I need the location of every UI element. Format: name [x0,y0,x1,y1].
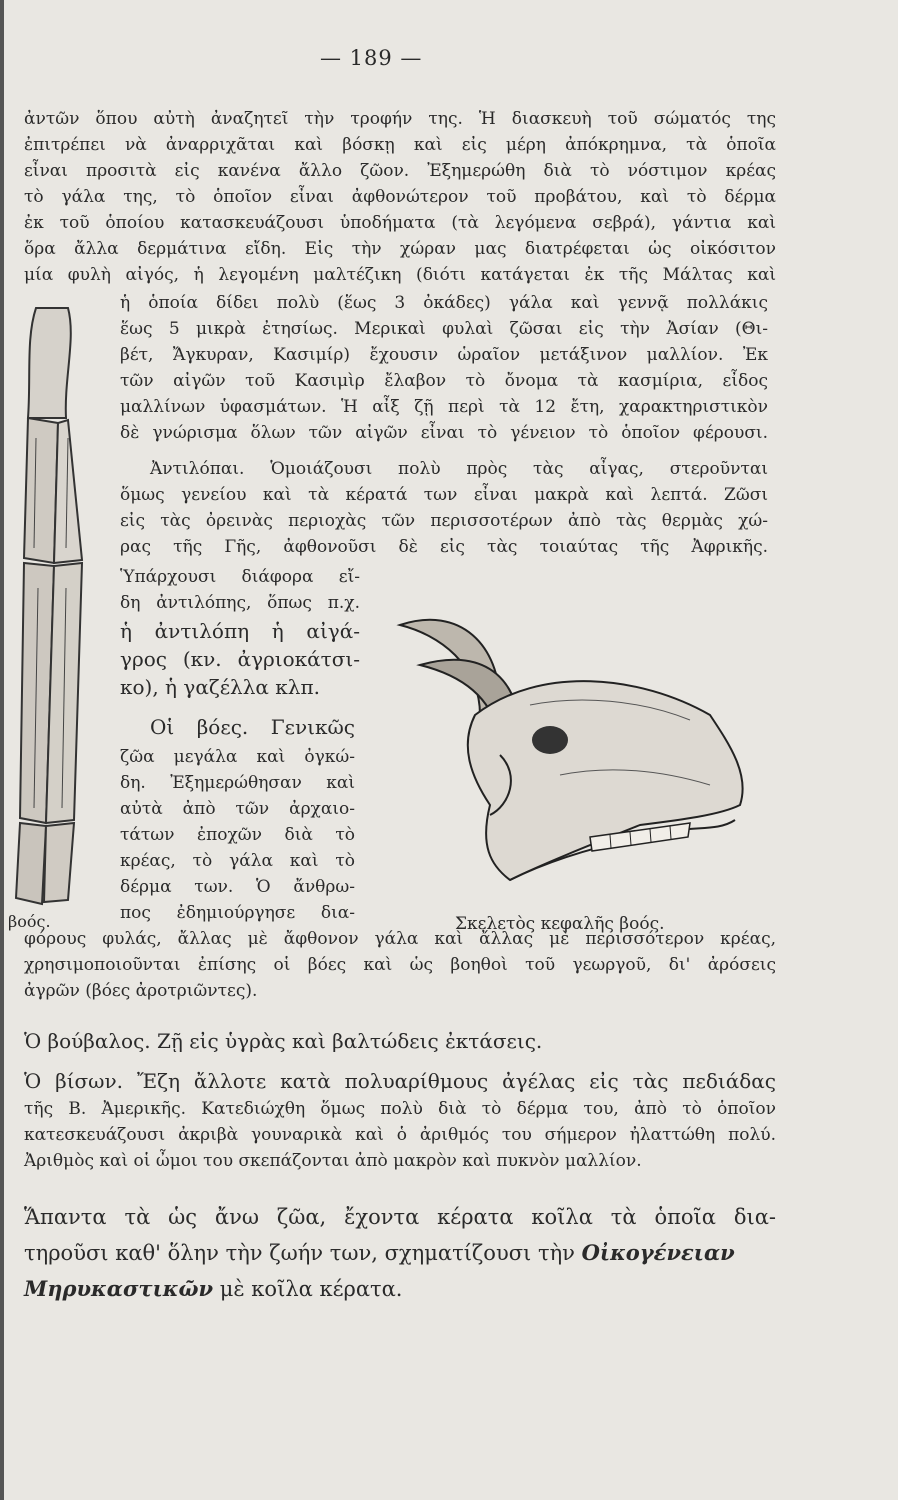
summary-family-term: Οἰκογένειαν [581,1240,735,1265]
text-line: δη. Ἐξημερώθησαν καὶ [120,773,355,793]
text-line-bison-heading: Ὁ βίσων. Ἔζη ἄλλοτε κατὰ πολυαρίθμους ἀγέλας εἰς τὰς πεδιάδας [24,1069,776,1093]
text-line: εἶναι προσιτὰ εἰς κανένα ἄλλο ζῶον. Ἐξημερώθη διὰ τὸ νόστιμον κρέας [24,161,776,181]
text-line: ἀντῶν ὅπου αὐτὴ ἀναζητεῖ τὴν τροφήν της. Ἡ διασκευὴ τοῦ σώματός της [24,109,776,129]
text-line: τὸ γάλα της, τὸ ὁποῖον εἶναι ἀφθονώτερον τοῦ προβάτου, καὶ τὸ δέρμα [24,187,776,207]
text-line: ἡ ἀντιλόπη ἡ αἰγά- [120,619,360,643]
text-line: ἐπιτρέπει νὰ ἀναρριχᾶται καὶ βόσκῃ καὶ εἰς μέρη ἀπόκρημνα, τὰ ὁποῖα [24,135,776,155]
text-line: ἐκ τοῦ ὁποίου κατασκευάζουσι ὑποδήματα (τὰ λεγόμενα σεβρά), γάντια καὶ [24,213,776,233]
text-line-summary [24,1242,735,1264]
text-line: μαλλίνων ὑφασμάτων. Ἡ αἶξ ζῇ περὶ τὰ 12 ἔτη, χαρακτηριστικὸν [120,397,768,417]
text-line: δέρμα των. Ὁ ἄνθρω- [120,877,355,897]
text-line: τῆς Β. Ἀμερικῆς. Κατεδιώχθη ὅμως πολὺ διὰ τὸ δέρμα του, ἀπὸ τὸ ὁποῖον [24,1099,776,1119]
skull-caption: Σκελετὸς κεφαλῆς βοός. [455,914,665,934]
text-line: ζῶα μεγάλα καὶ ὀγκώ- [120,747,355,767]
text-line-summary: Ἅπαντα τὰ ὡς ἄνω ζῶα, ἔχοντα κέρατα κοῖλα τὰ ὁποῖα δια- [24,1205,776,1229]
summary-ruminants-term: Μηρυκαστικῶν [24,1276,214,1301]
summary-text: τηροῦσι καθ' ὅλην τὴν ζωήν των, σχηματίζουσι τὴν [24,1241,575,1265]
text-line: μία φυλὴ αἰγός, ἡ λεγομένη μαλτέζικη (διότι κατάγεται ἐκ τῆς Μάλτας καὶ [24,265,776,285]
text-line: αὐτὰ ἀπὸ τῶν ἀρχαιο- [120,799,355,819]
text-line-buffalo: Ὁ βούβαλος. Ζῇ εἰς ὑγρὰς καὶ βαλτώδεις ἐκτάσεις. [24,1029,543,1053]
text-line: χρησιμοποιοῦνται ἐπίσης οἱ βόες καὶ ὡς βοηθοὶ τοῦ γεωργοῦ, δι' ἀρόσεις [24,955,776,975]
leg-caption: βοός. [8,912,51,931]
text-line: βέτ, Ἄγκυραν, Κασιμίρ) ἔχουσιν ὡραῖον μετάξινον μαλλίον. Ἐκ [120,345,768,365]
text-line: γρος (κν. ἀγριοκάτσι- [120,647,360,671]
text-line: ὅμως γενείου καὶ τὰ κέρατά των εἶναι μακρὰ καὶ λεπτά. Ζῶσι [120,485,768,505]
text-line: κρέας, τὸ γάλα καὶ τὸ [120,851,355,871]
page-spine-edge [0,0,4,1500]
text-line: ὅρα ἄλλα δερμάτινα εἴδη. Εἰς τὴν χώραν μας διατρέφεται ὡς οἰκόσιτον [24,239,776,259]
text-line: κο), ἡ γαζέλλα κλπ. [120,675,320,699]
text-line: Ὑπάρχουσι διάφορα εἴ- [120,567,360,587]
text-line: ρας τῆς Γῆς, ἀφθονοῦσι δὲ εἰς τὰς τοιαύτας τῆς Ἀφρικῆς. [120,537,768,557]
text-line: φόρους φυλάς, ἄλλας μὲ ἄφθονον γάλα καὶ ἄλλας μὲ περισσότερον κρέας, [24,929,776,949]
text-line: ἡ ὁποία δίδει πολὺ (ἕως 3 ὀκάδες) γάλα καὶ γεννᾷ πολλάκις [120,293,768,313]
text-line: τάτων ἐποχῶν διὰ τὸ [120,825,355,845]
bull-skull-illustration [380,605,780,910]
text-line-summary [24,1278,402,1300]
text-line: κατεσκευάζουσι ἀκριβὰ γουναρικὰ καὶ ὁ ἀριθμός του σήμερον ἠλαττώθη πολύ. [24,1125,776,1145]
text-line: ἕως 5 μικρὰ ἐτησίως. Μερικαὶ φυλαὶ ζῶσαι εἰς τὴν Ἀσίαν (Θι- [120,319,768,339]
text-line-antilopes-heading: Ἀντιλόπαι. Ὁμοιάζουσι πολὺ πρὸς τὰς αἶγας, στεροῦνται [150,459,768,479]
text-line: ἀγρῶν (βόες ἀροτριῶντες). [24,981,258,1001]
text-line: Ἀριθμὸς καὶ οἱ ὦμοι του σκεπάζονται ἀπὸ μακρὸν καὶ πυκνὸν μαλλίον. [24,1151,642,1171]
text-line: δη ἀντιλόπης, ὅπως π.χ. [120,593,360,613]
leg-skeleton-illustration [6,298,104,938]
text-line: πος ἐδημιούργησε δια- [120,903,355,923]
text-line: δὲ γνώρισμα ὅλων τῶν αἰγῶν εἶναι τὸ γένειον τὸ ὁποῖον φέρουσι. [120,423,768,443]
summary-text: μὲ κοῖλα κέρατα. [219,1277,403,1301]
text-line-bovines-heading: Οἱ βόες. Γενικῶς [150,715,355,739]
text-line: εἰς τὰς ὀρεινὰς περιοχὰς τῶν περισσοτέρων ἀπὸ τὰς θερμὰς χώ- [120,511,768,531]
text-line: τῶν αἰγῶν τοῦ Κασιμὶρ ἔλαβον τὸ ὄνομα τὰ κασμίρια, εἶδος [120,371,768,391]
page-number: — 189 — [320,46,423,70]
